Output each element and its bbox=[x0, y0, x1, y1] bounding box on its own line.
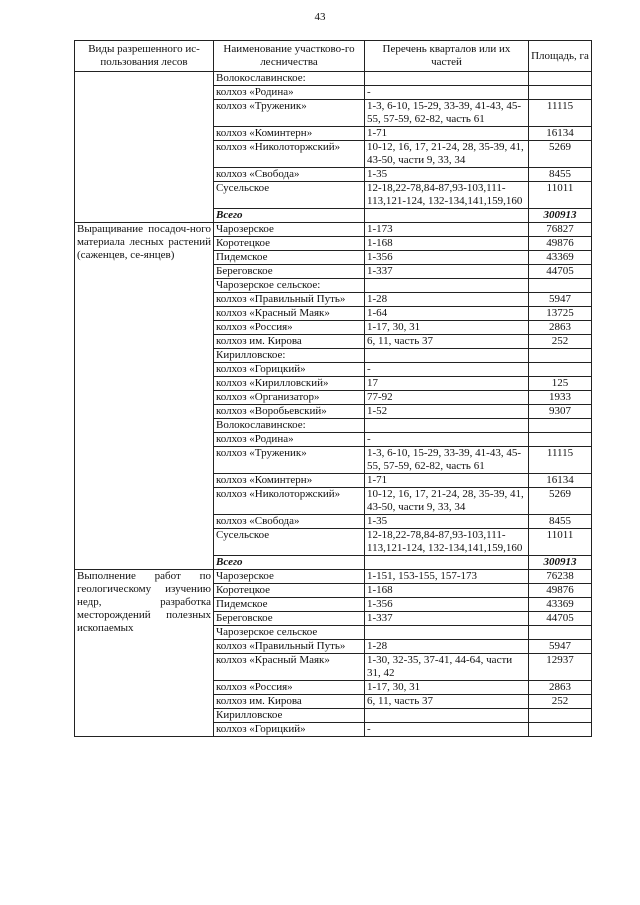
area-cell: 11115 bbox=[529, 447, 592, 474]
forestry-name-cell: колхоз «Николоторжский» bbox=[214, 488, 365, 515]
quarters-cell: 1-64 bbox=[365, 307, 529, 321]
quarters-cell: 1-151, 153-155, 157-173 bbox=[365, 570, 529, 584]
area-cell: 13725 bbox=[529, 307, 592, 321]
forestry-name-cell: Береговское bbox=[214, 265, 365, 279]
forestry-name-cell: колхоз «Труженик» bbox=[214, 100, 365, 127]
forestry-name-cell: колхоз «Красный Маяк» bbox=[214, 654, 365, 681]
forest-use-table bbox=[74, 40, 592, 737]
quarters-cell: 12-18,22-78,84-87,93-103,111-113,121-124, 132-134,141,159,160 bbox=[365, 182, 529, 209]
quarters-cell: 1-28 bbox=[365, 640, 529, 654]
quarters-cell: 1-35 bbox=[365, 515, 529, 529]
forestry-name-cell: Береговское bbox=[214, 612, 365, 626]
forestry-name-cell: Сусельское bbox=[214, 182, 365, 209]
table-row bbox=[75, 72, 592, 86]
area-cell: 11115 bbox=[529, 100, 592, 127]
forestry-name-cell: Коротецкое bbox=[214, 237, 365, 251]
quarters-cell bbox=[365, 209, 529, 223]
header-area: Площадь, га bbox=[529, 41, 592, 72]
forestry-name-cell: Всего bbox=[214, 556, 365, 570]
area-cell: 1933 bbox=[529, 391, 592, 405]
quarters-cell: - bbox=[365, 723, 529, 737]
quarters-cell: 1-337 bbox=[365, 612, 529, 626]
area-cell: 44705 bbox=[529, 265, 592, 279]
table-header-row bbox=[75, 41, 592, 72]
area-cell: 300913 bbox=[529, 556, 592, 570]
quarters-cell: 1-28 bbox=[365, 293, 529, 307]
area-cell: 44705 bbox=[529, 612, 592, 626]
forestry-name-cell: Чарозерское bbox=[214, 223, 365, 237]
quarters-cell: 1-17, 30, 31 bbox=[365, 681, 529, 695]
quarters-cell: 10-12, 16, 17, 21-24, 28, 35-39, 41, 43-50, части 9, 33, 34 bbox=[365, 488, 529, 515]
forestry-name-cell: колхоз «Родина» bbox=[214, 433, 365, 447]
area-cell bbox=[529, 626, 592, 640]
area-cell: 76827 bbox=[529, 223, 592, 237]
forestry-name-cell: Чарозерское сельское: bbox=[214, 279, 365, 293]
area-cell bbox=[529, 279, 592, 293]
area-cell: 5269 bbox=[529, 488, 592, 515]
forestry-name-cell: Пидемское bbox=[214, 598, 365, 612]
area-cell bbox=[529, 349, 592, 363]
quarters-cell: 17 bbox=[365, 377, 529, 391]
area-cell: 12937 bbox=[529, 654, 592, 681]
forestry-name-cell: колхоз «Николоторжский» bbox=[214, 141, 365, 168]
forestry-name-cell: Коротецкое bbox=[214, 584, 365, 598]
quarters-cell bbox=[365, 556, 529, 570]
area-cell: 43369 bbox=[529, 598, 592, 612]
quarters-cell: 1-52 bbox=[365, 405, 529, 419]
quarters-cell bbox=[365, 349, 529, 363]
use-type-cell bbox=[75, 72, 214, 223]
forestry-name-cell: колхоз «Организатор» bbox=[214, 391, 365, 405]
quarters-cell: - bbox=[365, 86, 529, 100]
forestry-name-cell: колхоз «Коминтерн» bbox=[214, 127, 365, 141]
area-cell bbox=[529, 363, 592, 377]
header-use-type: Виды разрешенного ис-пользования лесов bbox=[75, 41, 214, 72]
area-cell: 11011 bbox=[529, 529, 592, 556]
area-cell bbox=[529, 419, 592, 433]
forestry-name-cell: Чарозерское сельское bbox=[214, 626, 365, 640]
forestry-name-cell: колхоз «Коминтерн» bbox=[214, 474, 365, 488]
quarters-cell bbox=[365, 419, 529, 433]
area-cell bbox=[529, 433, 592, 447]
area-cell: 8455 bbox=[529, 168, 592, 182]
quarters-cell bbox=[365, 709, 529, 723]
area-cell bbox=[529, 723, 592, 737]
forestry-name-cell: колхоз «Свобода» bbox=[214, 515, 365, 529]
forestry-name-cell: колхоз «Горицкий» bbox=[214, 363, 365, 377]
area-cell: 5947 bbox=[529, 293, 592, 307]
area-cell bbox=[529, 72, 592, 86]
quarters-cell: 10-12, 16, 17, 21-24, 28, 35-39, 41, 43-50, части 9, 33, 34 bbox=[365, 141, 529, 168]
forestry-name-cell: колхоз «Правильный Путь» bbox=[214, 640, 365, 654]
area-cell: 16134 bbox=[529, 474, 592, 488]
quarters-cell bbox=[365, 279, 529, 293]
area-cell bbox=[529, 86, 592, 100]
quarters-cell: 1-71 bbox=[365, 127, 529, 141]
quarters-cell: - bbox=[365, 363, 529, 377]
forestry-name-cell: колхоз «Россия» bbox=[214, 321, 365, 335]
page-number: 43 bbox=[314, 11, 326, 23]
quarters-cell: 6, 11, часть 37 bbox=[365, 335, 529, 349]
area-cell: 43369 bbox=[529, 251, 592, 265]
forestry-name-cell: Кирилловское: bbox=[214, 349, 365, 363]
area-cell: 300913 bbox=[529, 209, 592, 223]
table-row bbox=[75, 223, 592, 237]
quarters-cell: 1-30, 32-35, 37-41, 44-64, части 31, 42 bbox=[365, 654, 529, 681]
area-cell: 16134 bbox=[529, 127, 592, 141]
quarters-cell: 1-71 bbox=[365, 474, 529, 488]
forestry-name-cell: колхоз «Россия» bbox=[214, 681, 365, 695]
table-row bbox=[75, 570, 592, 584]
quarters-cell: 1-356 bbox=[365, 251, 529, 265]
area-cell: 11011 bbox=[529, 182, 592, 209]
forestry-name-cell: колхоз «Правильный Путь» bbox=[214, 293, 365, 307]
header-quarters: Перечень кварталов или их частей bbox=[365, 41, 529, 72]
forestry-name-cell: колхоз «Родина» bbox=[214, 86, 365, 100]
forestry-name-cell: колхоз им. Кирова bbox=[214, 335, 365, 349]
forestry-name-cell: колхоз им. Кирова bbox=[214, 695, 365, 709]
quarters-cell: 1-356 bbox=[365, 598, 529, 612]
area-cell bbox=[529, 709, 592, 723]
forestry-name-cell: Кирилловское bbox=[214, 709, 365, 723]
forestry-name-cell: Сусельское bbox=[214, 529, 365, 556]
area-cell: 49876 bbox=[529, 237, 592, 251]
area-cell: 125 bbox=[529, 377, 592, 391]
quarters-cell: 1-35 bbox=[365, 168, 529, 182]
forestry-name-cell: колхоз «Труженик» bbox=[214, 447, 365, 474]
quarters-cell: 1-173 bbox=[365, 223, 529, 237]
quarters-cell: 12-18,22-78,84-87,93-103,111-113,121-124, 132-134,141,159,160 bbox=[365, 529, 529, 556]
forestry-name-cell: колхоз «Свобода» bbox=[214, 168, 365, 182]
use-type-cell bbox=[75, 570, 214, 737]
area-cell: 5947 bbox=[529, 640, 592, 654]
quarters-cell: 77-92 bbox=[365, 391, 529, 405]
area-cell: 9307 bbox=[529, 405, 592, 419]
area-cell: 8455 bbox=[529, 515, 592, 529]
forestry-name-cell: колхоз «Воробьевский» bbox=[214, 405, 365, 419]
quarters-cell: 1-3, 6-10, 15-29, 33-39, 41-43, 45-55, 57-59, 62-82, часть 61 bbox=[365, 100, 529, 127]
quarters-cell: 1-17, 30, 31 bbox=[365, 321, 529, 335]
use-type-cell bbox=[75, 223, 214, 570]
use-type-label: Выращивание посадоч-ного материала лесных растений (саженцев, се-янцев) bbox=[77, 223, 211, 261]
quarters-cell: 6, 11, часть 37 bbox=[365, 695, 529, 709]
forestry-name-cell: Чарозерское bbox=[214, 570, 365, 584]
quarters-cell: 1-168 bbox=[365, 237, 529, 251]
forestry-name-cell: Волокославинское: bbox=[214, 72, 365, 86]
area-cell: 2863 bbox=[529, 321, 592, 335]
table-body bbox=[75, 72, 592, 737]
quarters-cell bbox=[365, 72, 529, 86]
area-cell: 2863 bbox=[529, 681, 592, 695]
area-cell: 252 bbox=[529, 695, 592, 709]
header-forestry-name: Наименование участково-го лесничества bbox=[214, 41, 365, 72]
forestry-name-cell: Волокославинское: bbox=[214, 419, 365, 433]
forestry-name-cell: Пидемское bbox=[214, 251, 365, 265]
quarters-cell: 1-337 bbox=[365, 265, 529, 279]
quarters-cell: - bbox=[365, 433, 529, 447]
quarters-cell: 1-3, 6-10, 15-29, 33-39, 41-43, 45-55, 57-59, 62-82, часть 61 bbox=[365, 447, 529, 474]
use-type-label: Выполнение работ по геологическому изучению недр, разработка месторождений полезных ископаемых bbox=[77, 570, 211, 634]
forestry-name-cell: Всего bbox=[214, 209, 365, 223]
quarters-cell: 1-168 bbox=[365, 584, 529, 598]
forestry-name-cell: колхоз «Горицкий» bbox=[214, 723, 365, 737]
area-cell: 76238 bbox=[529, 570, 592, 584]
forestry-name-cell: колхоз «Кирилловский» bbox=[214, 377, 365, 391]
area-cell: 5269 bbox=[529, 141, 592, 168]
quarters-cell bbox=[365, 626, 529, 640]
area-cell: 252 bbox=[529, 335, 592, 349]
area-cell: 49876 bbox=[529, 584, 592, 598]
forestry-name-cell: колхоз «Красный Маяк» bbox=[214, 307, 365, 321]
